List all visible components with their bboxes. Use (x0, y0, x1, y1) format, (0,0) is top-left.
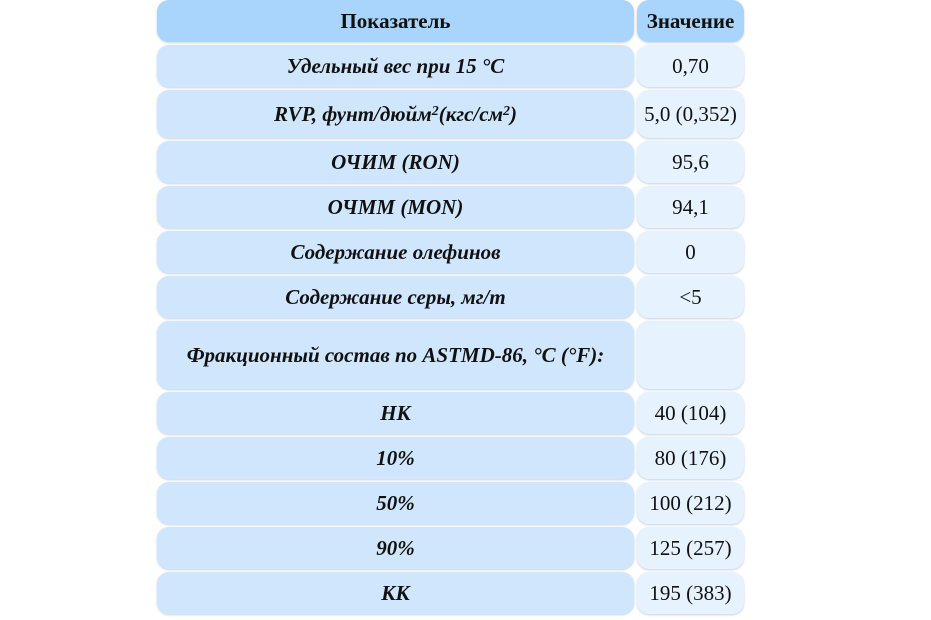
table-row (157, 45, 744, 87)
value-cell (637, 321, 744, 389)
param-cell: ОЧИМ (RON) (157, 141, 634, 183)
header-param: Показатель (157, 0, 634, 42)
param-cell: КК (157, 572, 634, 614)
table-row (157, 321, 744, 389)
value-cell: 0,70 (637, 45, 744, 87)
value-cell: 94,1 (637, 186, 744, 228)
value-cell: <5 (637, 276, 744, 318)
param-cell: RVP, фунт/дюйм $^2$ (кгс/см $^2$ ) (157, 90, 634, 138)
table-header-row (157, 0, 744, 42)
value-cell: 5,0 (0,352) (637, 90, 744, 138)
table-row (157, 437, 744, 479)
param-cell: 50% (157, 482, 634, 524)
param-cell: ОЧММ (MON) (157, 186, 634, 228)
table-row (157, 276, 744, 318)
value-cell: 80 (176) (637, 437, 744, 479)
param-text-mid: (кгс/см (438, 102, 503, 126)
param-cell: Фракционный состав по ASTMD-86, °С (°F): (157, 321, 634, 389)
table-row (157, 572, 744, 614)
param-cell: Содержание олефинов (157, 231, 634, 273)
table-row (157, 141, 744, 183)
value-cell: 95,6 (637, 141, 744, 183)
value-cell: 0 (637, 231, 744, 273)
table-row (157, 527, 744, 569)
param-cell: 90% (157, 527, 634, 569)
table-row (157, 186, 744, 228)
table-row (157, 90, 744, 138)
table-row (157, 482, 744, 524)
value-cell: 125 (257) (637, 527, 744, 569)
value-cell: 100 (212) (637, 482, 744, 524)
param-text-prefix: RVP, фунт/дюйм (274, 102, 432, 126)
table-row (157, 231, 744, 273)
value-cell: 40 (104) (637, 392, 744, 434)
param-cell: НК (157, 392, 634, 434)
param-cell: Удельный вес при 15 °С (157, 45, 634, 87)
table-row (157, 392, 744, 434)
header-value: Значение (637, 0, 744, 42)
param-cell: 10% (157, 437, 634, 479)
param-text-suffix: ) (509, 102, 517, 126)
value-cell: 195 (383) (637, 572, 744, 614)
param-cell: Содержание серы, мг/т (157, 276, 634, 318)
properties-table (157, 0, 744, 617)
